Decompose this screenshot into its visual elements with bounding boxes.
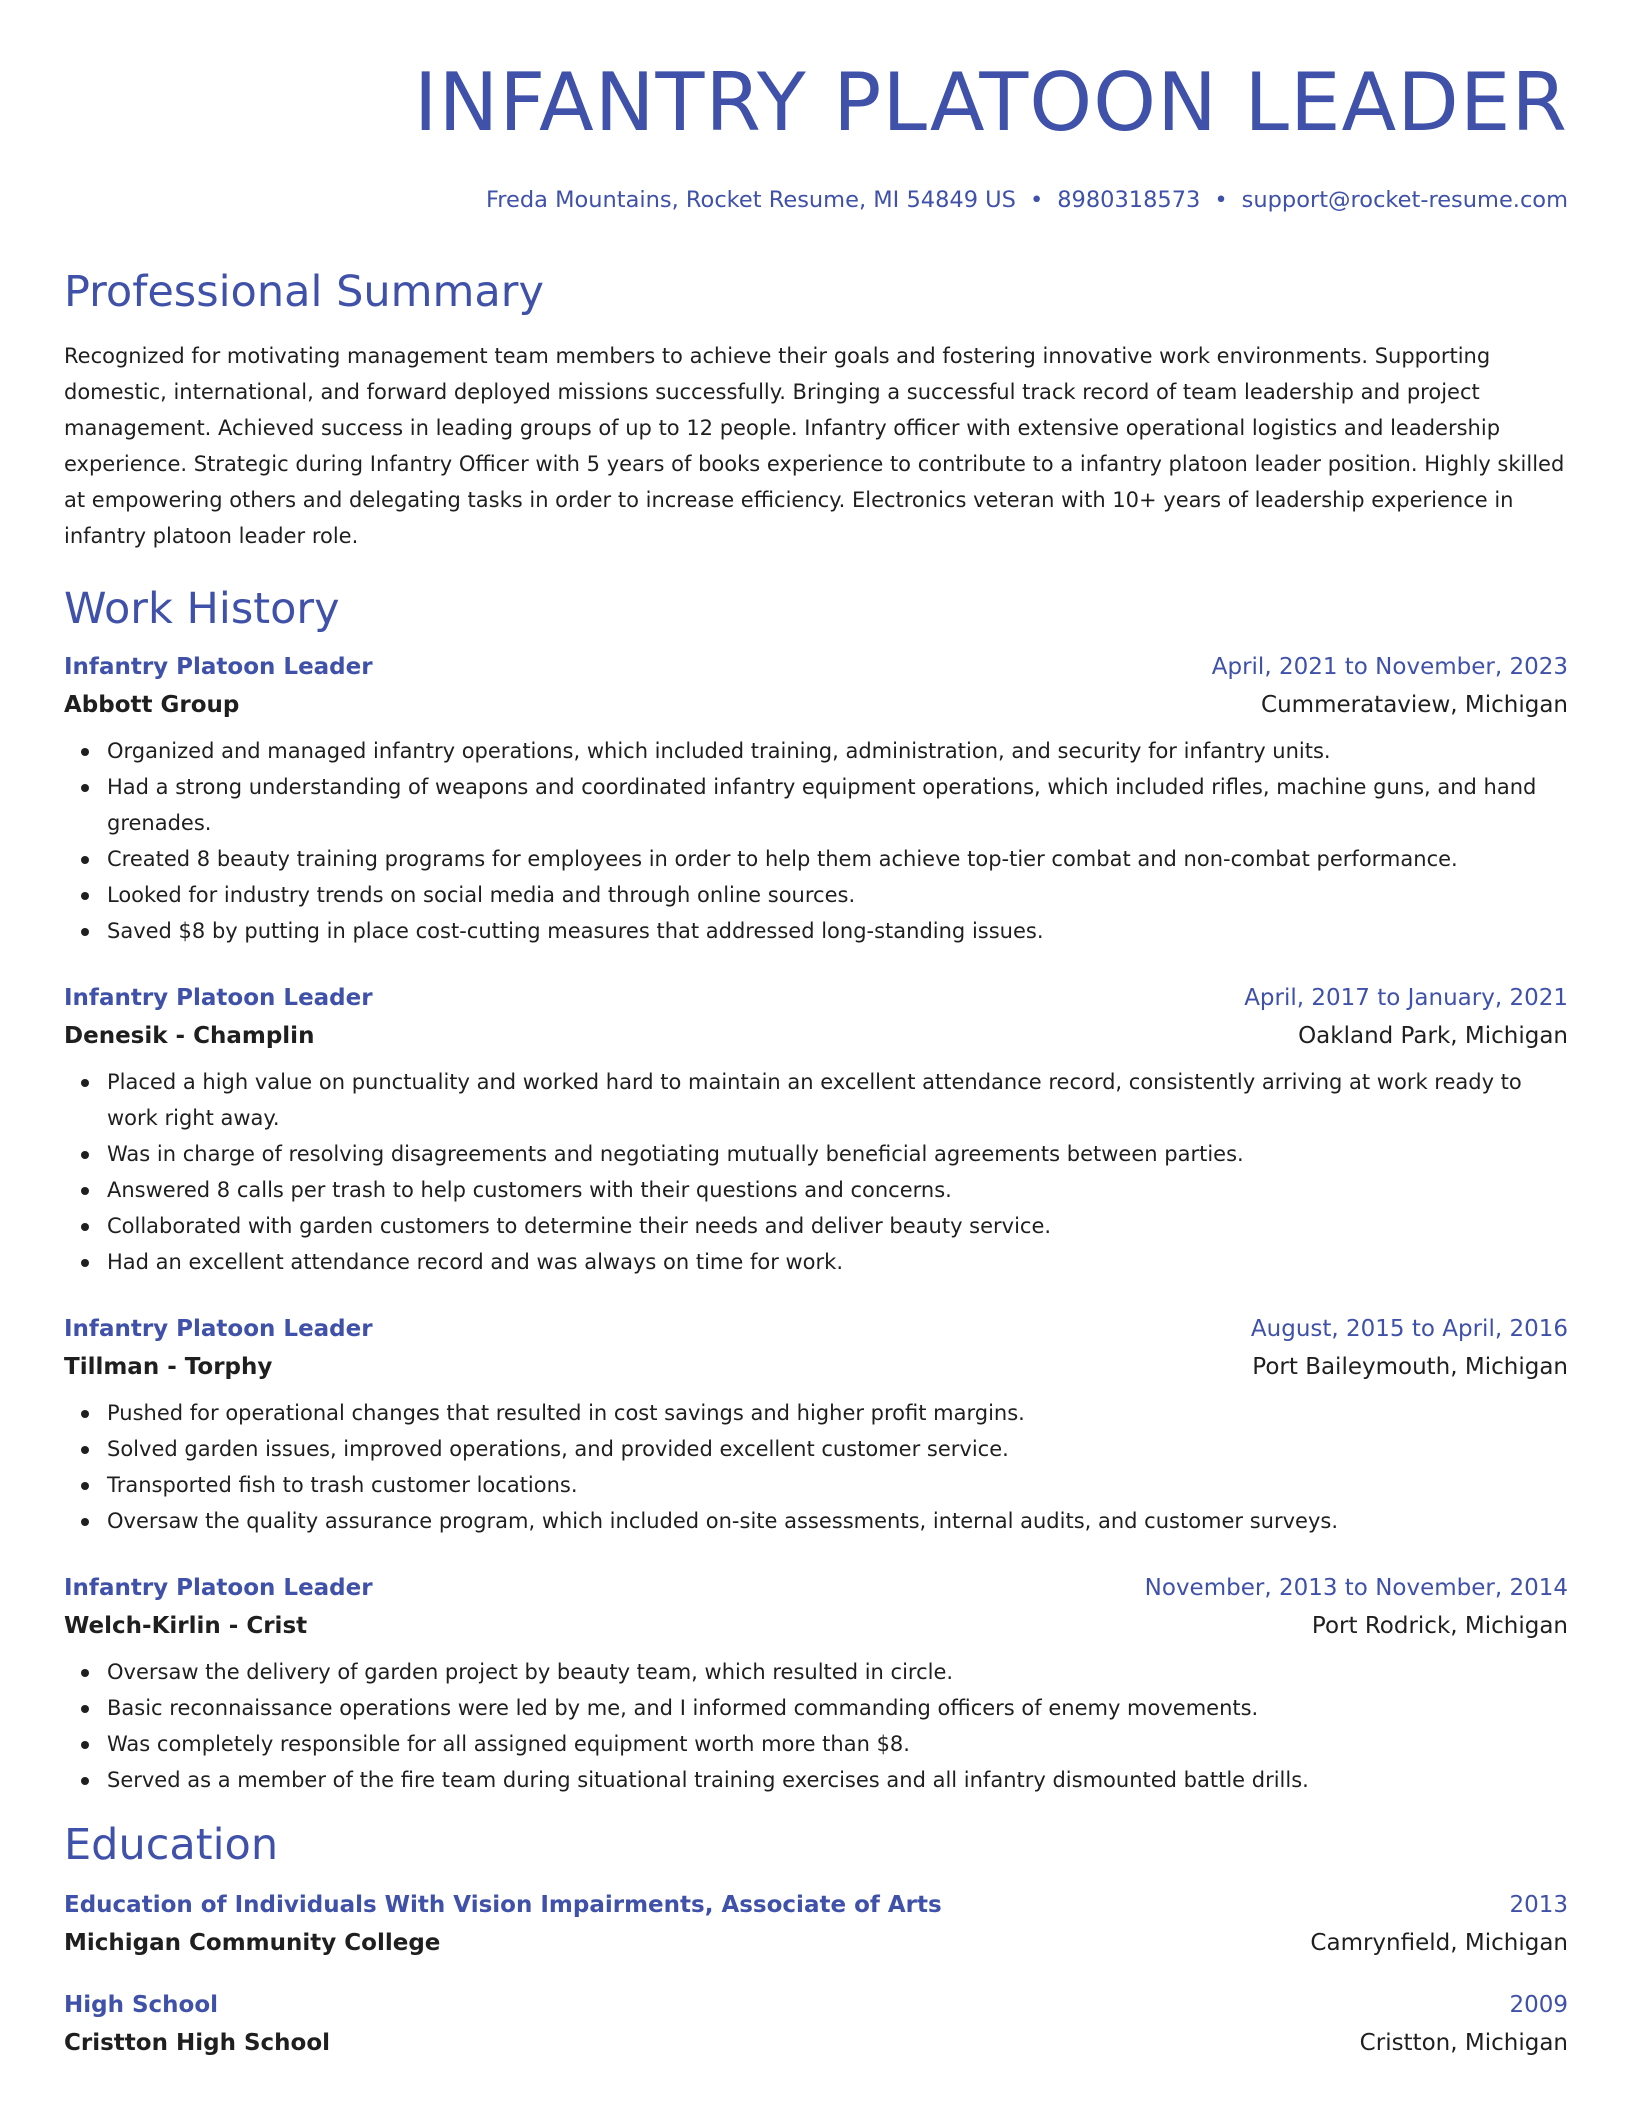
education-year: 2009 [1509, 1992, 1568, 2018]
job-bullet: Transported fish to trash customer locations. [107, 1467, 1568, 1503]
job-dates: November, 2013 to November, 2014 [1144, 1575, 1568, 1601]
contact-phone[interactable]: 8980318573 [1057, 187, 1201, 213]
job-role: Infantry Platoon Leader [64, 654, 373, 680]
job-bullet: Saved $8 by putting in place cost-cutting measures that addressed long-standing issues. [107, 913, 1568, 949]
education-school: Cristton High School [64, 2030, 331, 2056]
education-entry [64, 1889, 1568, 1959]
job-bullet: Was completely responsible for all assigned equipment worth more than $8. [107, 1726, 1568, 1762]
job-location: Port Rodrick, Michigan [1311, 1613, 1568, 1639]
job-entry [64, 651, 1568, 949]
job-entry [64, 1313, 1568, 1539]
contact-address: Freda Mountains, Rocket Resume, MI 54849 US [485, 187, 1016, 213]
job-company: Tillman - Torphy [64, 1354, 273, 1380]
job-company: Denesik - Champlin [64, 1023, 315, 1049]
education-location: Cristton, Michigan [1359, 2030, 1568, 2056]
job-role: Infantry Platoon Leader [64, 1575, 373, 1601]
job-bullet: Organized and managed infantry operations, which included training, administration, and security for infantry units. [107, 733, 1568, 769]
contact-line [64, 185, 1568, 215]
section-title-summary: Professional Summary [64, 267, 544, 317]
resume-title: INFANTRY PLATOON LEADER [413, 56, 1568, 149]
contact-email[interactable]: support@rocket-resume.com [1241, 187, 1568, 213]
job-bullet: Had a strong understanding of weapons and coordinated infantry equipment operations, which included rifles, machine guns, and hand grenades. [107, 769, 1568, 841]
job-bullet: Looked for industry trends on social media and through online sources. [107, 877, 1568, 913]
job-bullet: Answered 8 calls per trash to help customers with their questions and concerns. [107, 1172, 1568, 1208]
job-company: Abbott Group [64, 692, 240, 718]
job-bullet: Basic reconnaissance operations were led by me, and I informed commanding officers of enemy movements. [107, 1690, 1568, 1726]
section-title-work-history: Work History [64, 584, 340, 634]
job-bullet: Was in charge of resolving disagreements and negotiating mutually beneficial agreements between parties. [107, 1136, 1568, 1172]
job-location: Port Baileymouth, Michigan [1252, 1354, 1568, 1380]
education-location: Camrynfield, Michigan [1310, 1930, 1568, 1956]
job-role: Infantry Platoon Leader [64, 1316, 373, 1342]
job-bullets [64, 1395, 1568, 1539]
job-bullets [64, 1064, 1568, 1280]
job-bullet: Had an excellent attendance record and was always on time for work. [107, 1244, 1568, 1280]
job-dates: August, 2015 to April, 2016 [1250, 1316, 1568, 1342]
job-location: Oakland Park, Michigan [1298, 1023, 1568, 1049]
job-dates: April, 2021 to November, 2023 [1211, 654, 1568, 680]
job-location: Cummerataview, Michigan [1261, 692, 1568, 718]
job-bullet: Created 8 beauty training programs for employees in order to help them achieve top-tier combat and non-combat performance. [107, 841, 1568, 877]
job-entry [64, 1572, 1568, 1798]
job-bullet: Collaborated with garden customers to determine their needs and deliver beauty service. [107, 1208, 1568, 1244]
job-bullet: Served as a member of the fire team during situational training exercises and all infantry dismounted battle drills. [107, 1762, 1568, 1798]
job-bullet: Placed a high value on punctuality and worked hard to maintain an excellent attendance record, consistently arriving at work ready to work right away. [107, 1064, 1568, 1136]
job-role: Infantry Platoon Leader [64, 985, 373, 1011]
job-bullets [64, 1654, 1568, 1798]
summary-text: Recognized for motivating management team members to achieve their goals and fostering innovative work environments. Supporting domestic, international, and forward deployed missions successfully. Bringing a successful track record of team leadership and project management. Achieved success in leading groups of up to 12 people. Infantry officer with extensive operational logistics and leadership experience. Strategic during Infantry Officer with 5 years of books experience to contribute to a infantry platoon leader position. Highly skilled at empowering others and delegating tasks in order to increase efficiency. Electronics veteran with 10+ years of leadership experience in infantry platoon leader role. [64, 344, 1565, 548]
job-bullet: Oversaw the quality assurance program, which included on-site assessments, internal audits, and customer surveys. [107, 1503, 1568, 1539]
job-bullet: Pushed for operational changes that resulted in cost savings and higher profit margins. [107, 1395, 1568, 1431]
contact-separator: • [1214, 187, 1228, 213]
job-bullets [64, 733, 1568, 949]
job-bullet: Oversaw the delivery of garden project by beauty team, which resulted in circle. [107, 1654, 1568, 1690]
education-school: Michigan Community College [64, 1930, 441, 1956]
section-title-education: Education [64, 1820, 279, 1870]
education-degree: High School [64, 1992, 219, 2018]
job-bullet: Solved garden issues, improved operations, and provided excellent customer service. [107, 1431, 1568, 1467]
job-company: Welch-Kirlin - Crist [64, 1613, 308, 1639]
job-entry [64, 982, 1568, 1280]
job-dates: April, 2017 to January, 2021 [1244, 985, 1568, 1011]
education-year: 2013 [1509, 1892, 1568, 1918]
education-degree: Education of Individuals With Vision Impairments, Associate of Arts [64, 1892, 942, 1918]
education-entry [64, 1989, 1568, 2059]
resume-page [64, 0, 1568, 2059]
contact-separator: • [1029, 187, 1044, 213]
